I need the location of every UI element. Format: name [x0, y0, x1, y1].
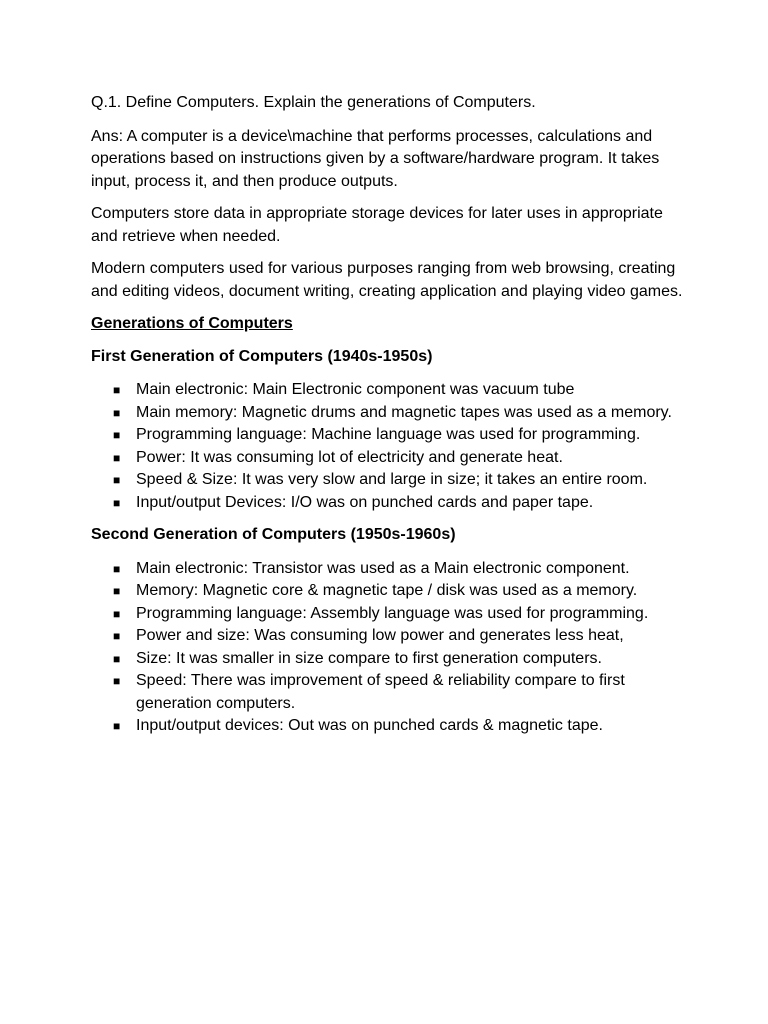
- bullet-icon: ■: [113, 495, 121, 510]
- list-item-text: Size: It was smaller in size compare to first generation computers.: [136, 649, 602, 667]
- list-item-text: Speed: There was improvement of speed & reliability compare to first generation computers.: [136, 672, 625, 712]
- list-item-text: Power: It was consuming lot of electricity and generate heat.: [136, 448, 563, 466]
- list-item: [91, 603, 691, 626]
- list-item: [91, 625, 691, 648]
- list-item-text: Programming language: Assembly language was used for programming.: [136, 604, 649, 622]
- second-generation-title: Second Generation of Computers (1950s-1960s): [91, 526, 456, 543]
- list-item: [91, 424, 691, 447]
- list-item-text: Input/output devices: Out was on punched cards & magnetic tape.: [136, 717, 603, 734]
- bullet-icon: ■: [113, 651, 121, 666]
- list-item-text: Main electronic: Main Electronic component was vacuum tube: [136, 381, 575, 398]
- document-page: [91, 92, 691, 748]
- list-item: [91, 580, 691, 603]
- list-item: [91, 379, 691, 402]
- list-item-text: Main electronic: Transistor was used as a Main electronic component.: [136, 559, 630, 577]
- list-item: [91, 715, 691, 738]
- list-item-text: Speed & Size: It was very slow and large in size; it takes an entire room.: [136, 471, 648, 488]
- list-item-text: Input/output Devices: I/O was on punched cards and paper tape.: [136, 493, 594, 511]
- bullet-icon: ■: [113, 450, 121, 465]
- list-item-text: Memory: Magnetic core & magnetic tape / disk was used as a memory.: [136, 582, 638, 599]
- question-heading: Q.1. Define Computers. Explain the generations of Computers.: [91, 94, 536, 111]
- storage-paragraph: Computers store data in appropriate storage devices for later uses in appropriate and retrieve when needed.: [91, 205, 663, 245]
- bullet-icon: ■: [113, 674, 121, 688]
- second-generation-list: [91, 558, 691, 738]
- list-item: [91, 402, 691, 425]
- list-item: [91, 648, 691, 671]
- bullet-icon: ■: [113, 383, 121, 397]
- bullet-icon: ■: [113, 584, 121, 598]
- bullet-icon: ■: [113, 629, 121, 643]
- answer-paragraph: Ans: A computer is a device\machine that performs processes, calculations and operations based on instructions given by a software/hardware program. It takes input, process it, and then produce outputs.: [91, 127, 660, 190]
- list-item-text: Main memory: Magnetic drums and magnetic tapes was used as a memory.: [136, 403, 672, 421]
- list-item: [91, 558, 691, 581]
- list-item: [91, 447, 691, 470]
- list-item-text: Power and size: Was consuming low power and generates less heat,: [136, 627, 624, 644]
- bullet-icon: ■: [113, 719, 121, 733]
- bullet-icon: ■: [113, 473, 121, 487]
- first-generation-list: [91, 379, 691, 514]
- list-item: [91, 670, 691, 715]
- bullet-icon: ■: [113, 405, 121, 420]
- bullet-icon: ■: [113, 561, 121, 576]
- list-item: [91, 469, 691, 492]
- list-item-text: Programming language: Machine language was used for programming.: [136, 426, 641, 443]
- bullet-icon: ■: [113, 606, 121, 621]
- bullet-icon: ■: [113, 428, 121, 442]
- uses-paragraph: Modern computers used for various purposes ranging from web browsing, creating and editing videos, document writing, creating application and playing video games.: [91, 260, 683, 300]
- first-generation-title: First Generation of Computers (1940s-1950s): [91, 347, 433, 365]
- section-title: Generations of Computers: [91, 315, 293, 332]
- list-item: [91, 492, 691, 515]
